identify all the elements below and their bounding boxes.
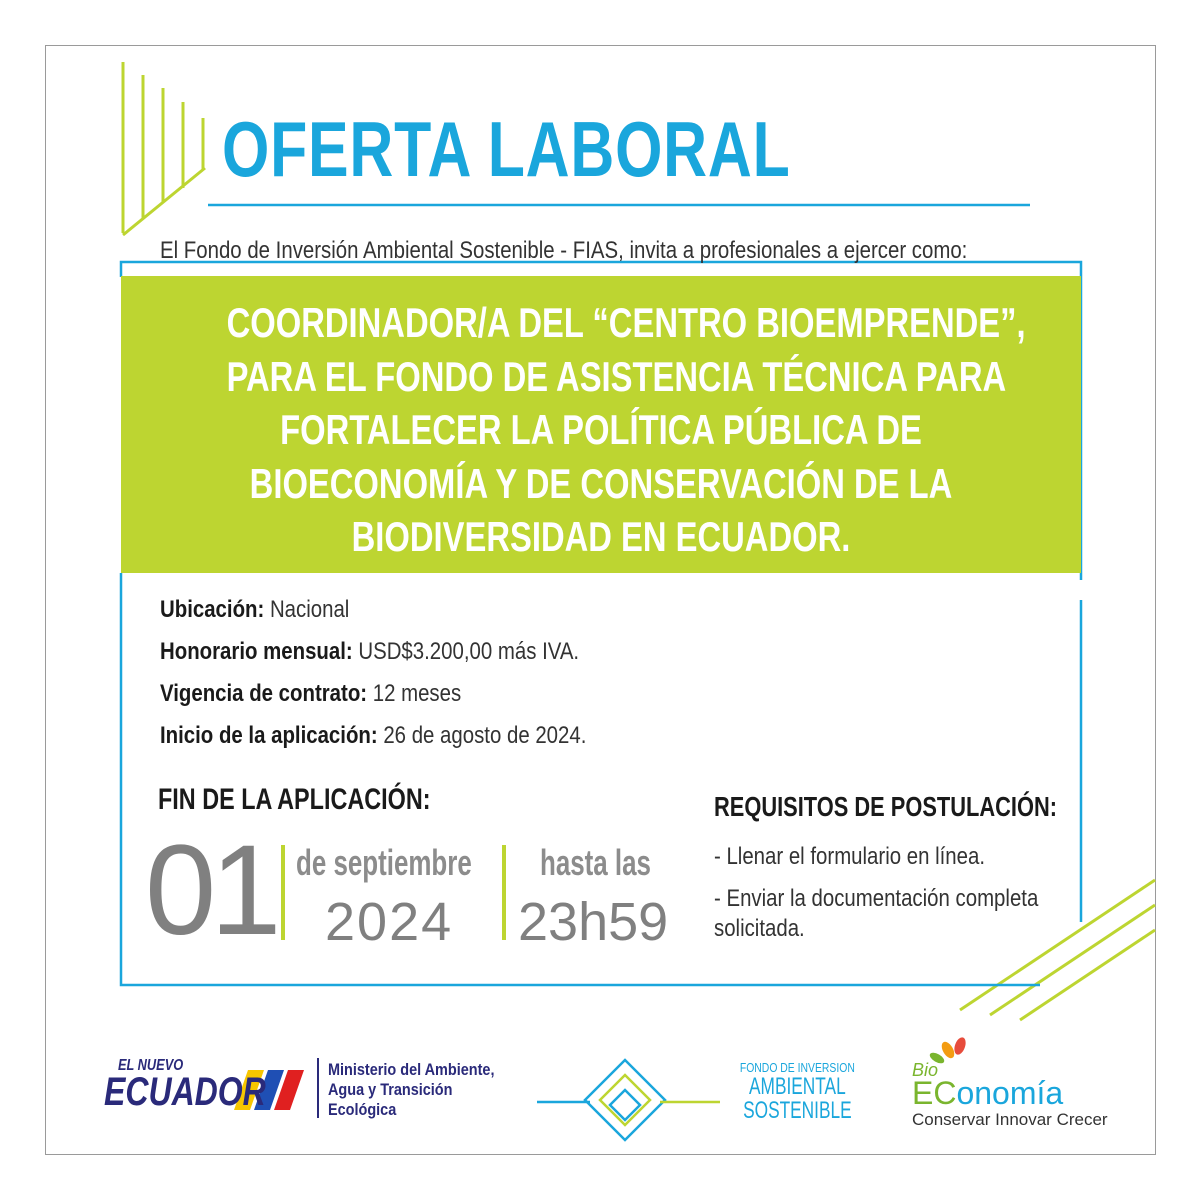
ministry-line: Agua y Transición (328, 1080, 453, 1099)
bio-logo-rest: onomía (956, 1075, 1064, 1111)
fias-line: AMBIENTAL (749, 1073, 846, 1100)
bioeconomia-logo (912, 1075, 1063, 1111)
intro-text: El Fondo de Inversión Ambiental Sostenible - FIAS, invita a profesionales a ejercer como: (160, 237, 968, 264)
ministry-line: Ministerio del Ambiente, (328, 1060, 495, 1079)
position-line: BIODIVERSIDAD EN ECUADOR. (351, 513, 851, 560)
position-line: COORDINADOR/A DEL “CENTRO BIOEMPRENDE”, (226, 299, 1026, 346)
requirements-title: REQUISITOS DE POSTULACIÓN: (714, 791, 1058, 822)
ecuador-logo: ECUADOR (104, 1070, 266, 1114)
ministry-logo-text (328, 1060, 524, 1120)
bioeconomia-logo-small: Bio (912, 1060, 939, 1080)
term-label: Vigencia de contrato: (160, 680, 368, 707)
term-row (160, 679, 586, 721)
location-row (160, 595, 586, 637)
start-value: 26 de agosto de 2024. (377, 722, 587, 749)
deadline-time: 23h59 (518, 892, 669, 952)
page-title: OFERTA LABORAL (222, 105, 791, 193)
location-label: Ubicación: (160, 596, 265, 623)
list-item: - Llenar el formulario en línea. (714, 843, 986, 870)
ministry-line: Ecológica (328, 1100, 397, 1119)
fias-logo-text (722, 1060, 873, 1123)
deadline-separator (502, 845, 506, 940)
deadline-separator (281, 845, 285, 940)
fias-diamond-logo (537, 1060, 720, 1140)
deadline-until: hasta las (540, 842, 651, 883)
start-row (160, 721, 586, 763)
requirements-list (714, 842, 1114, 956)
fee-value: USD$3.200,00 más IVA. (352, 638, 580, 665)
fee-label: Honorario mensual: (160, 638, 353, 665)
position-line: FORTALECER LA POLÍTICA PÚBLICA DE (280, 406, 922, 453)
list-item: - Enviar la documentación completa solicitada. (714, 885, 1039, 942)
position-line: BIOECONOMÍA Y DE CONSERVACIÓN DE LA (249, 459, 953, 507)
fee-row (160, 637, 586, 679)
deadline-month: de septiembre (296, 842, 472, 883)
ecuador-logo-top: EL NUEVO (118, 1057, 184, 1074)
deadline-day: 01 (145, 819, 276, 962)
location-value: Nacional (264, 596, 350, 623)
position-title (121, 296, 1081, 564)
term-value: 12 meses (367, 680, 462, 707)
job-details (160, 595, 662, 763)
bioeconomia-tagline: Conservar Innovar Crecer (912, 1110, 1108, 1129)
deadline-year: 2024 (325, 892, 454, 952)
bio-logo-e: EC (912, 1075, 957, 1111)
deadline-label: FIN DE LA APLICACIÓN: (158, 783, 431, 816)
fias-line: SOSTENIBLE (743, 1097, 852, 1124)
start-label: Inicio de la aplicación: (160, 722, 378, 749)
fias-line: FONDO DE INVERSION (739, 1060, 855, 1075)
position-banner (121, 276, 1081, 573)
position-line: PARA EL FONDO DE ASISTENCIA TÉCNICA PARA (226, 352, 1007, 400)
